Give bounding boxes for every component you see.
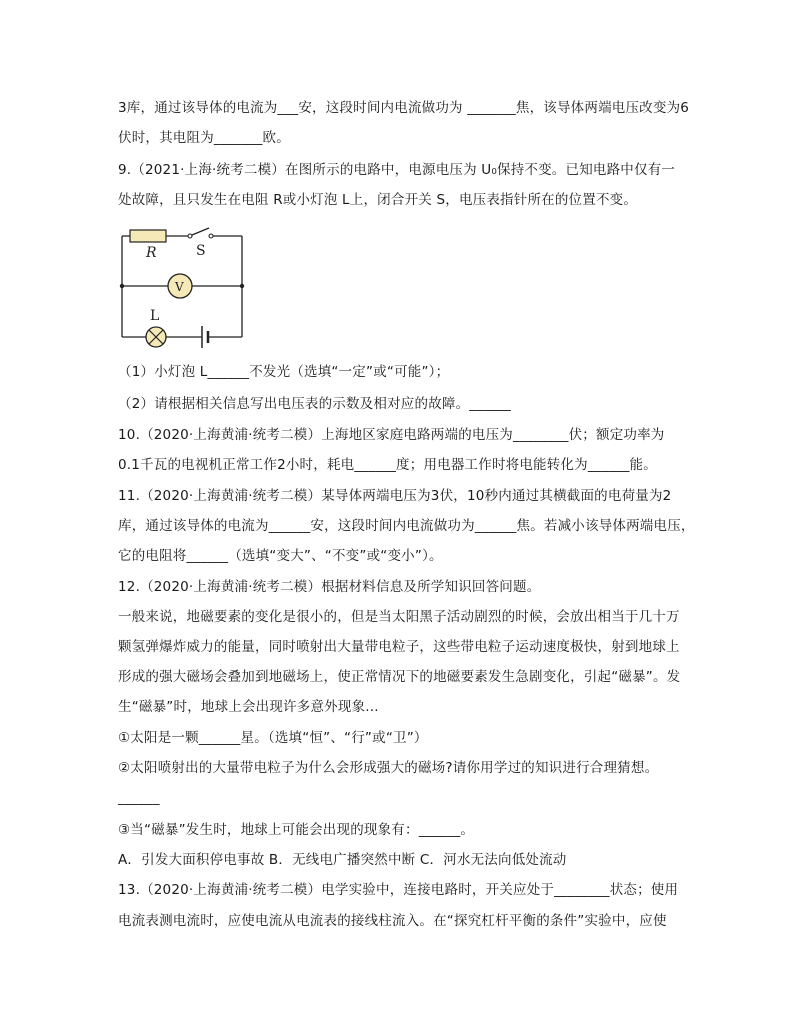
text-line: ③当“磁暴”发生时，地球上可能会出现的现象有：______。 bbox=[118, 822, 475, 838]
question-9-title: 9.（2021·上海·统考二模）在图所示的电路中，电源电压为 U₀保持不变。已知电路中仅有一 bbox=[118, 162, 676, 178]
text-line: ②太阳喷射出的大量带电粒子为什么会形成强大的磁场?请你用学过的知识进行合理猜想。 bbox=[118, 760, 659, 776]
text-line: 颗氢弹爆炸威力的能量，同时喷射出大量带电粒子，这些带电粒子运动速度极快，射到地球上 bbox=[118, 639, 680, 655]
text-line: 处故障，且只发生在电阻 R或小灯泡 L上，闭合开关 S，电压表指针所在的位置不变。 bbox=[118, 192, 638, 208]
switch-label: S bbox=[196, 243, 206, 259]
text-line: 库，通过该导体的电流为______安，这段时间内电流做功为______焦。若减小该导体两端电压， bbox=[118, 518, 695, 534]
circuit-diagram bbox=[112, 222, 262, 354]
text-line: 形成的强大磁场会叠加到地磁场上，使正常情况下的地磁要素发生急剧变化，引起“磁暴”。发 bbox=[118, 669, 681, 685]
question-10-title: 10.（2020·上海黄浦·统考二模）上海地区家庭电路两端的电压为________伏；额定功率为 bbox=[118, 427, 665, 443]
question-11-title: 11.（2020·上海黄浦·统考二模）某导体两端电压为3伏，10秒内通过其横截面的电荷量为2 bbox=[118, 488, 672, 504]
question-12-title: 12.（2020·上海黄浦·统考二模）根据材料信息及所学知识回答问题。 bbox=[118, 579, 541, 595]
text-line: （1）小灯泡 L______不发光（选填“一定”或“可能”）； bbox=[118, 364, 450, 380]
text-line: 电流表测电流时，应使电流从电流表的接线柱流入。在“探究杠杆平衡的条件”实验中，应使 bbox=[118, 913, 667, 929]
text-line: 它的电阻将______（选填“变大”、“不变”或“变小”）。 bbox=[118, 548, 443, 564]
text-line: 生“磁暴”时，地球上会出现许多意外现象... bbox=[118, 699, 379, 715]
text-line: 伏时，其电阻为_______欧。 bbox=[118, 130, 290, 146]
text-line: 0.1千瓦的电视机正常工作2小时，耗电______度；用电器工作时将电能转化为______能。 bbox=[118, 457, 657, 473]
text-line: 3库，通过该导体的电流为___安，这段时间内电流做功为 _______焦，该导体两端电压改变为6 bbox=[118, 100, 690, 116]
resistor-label: R bbox=[146, 245, 157, 261]
question-13-title: 13.（2020·上海黄浦·统考二模）电学实验中，连接电路时，开关应处于________状态；使用 bbox=[118, 882, 679, 898]
answer-blank: ______ bbox=[118, 790, 160, 806]
switch bbox=[192, 228, 209, 235]
options-line: A．引发大面积停电事故 B．无线电广播突然中断 C．河水无法向低处流动 bbox=[118, 852, 567, 868]
text-line: （2）请根据相关信息写出电压表的示数及相对应的故障。______ bbox=[118, 396, 511, 412]
resistor bbox=[130, 230, 166, 242]
text-line: 一般来说，地磁要素的变化是很小的，但是当太阳黑子活动剧烈的时候，会放出相当于几十万 bbox=[118, 609, 680, 625]
text-line: ①太阳是一颗______星。（选填“恒”、“行”或“卫”） bbox=[118, 730, 428, 746]
lamp-label: L bbox=[150, 308, 160, 324]
voltmeter-label: V bbox=[175, 280, 184, 294]
